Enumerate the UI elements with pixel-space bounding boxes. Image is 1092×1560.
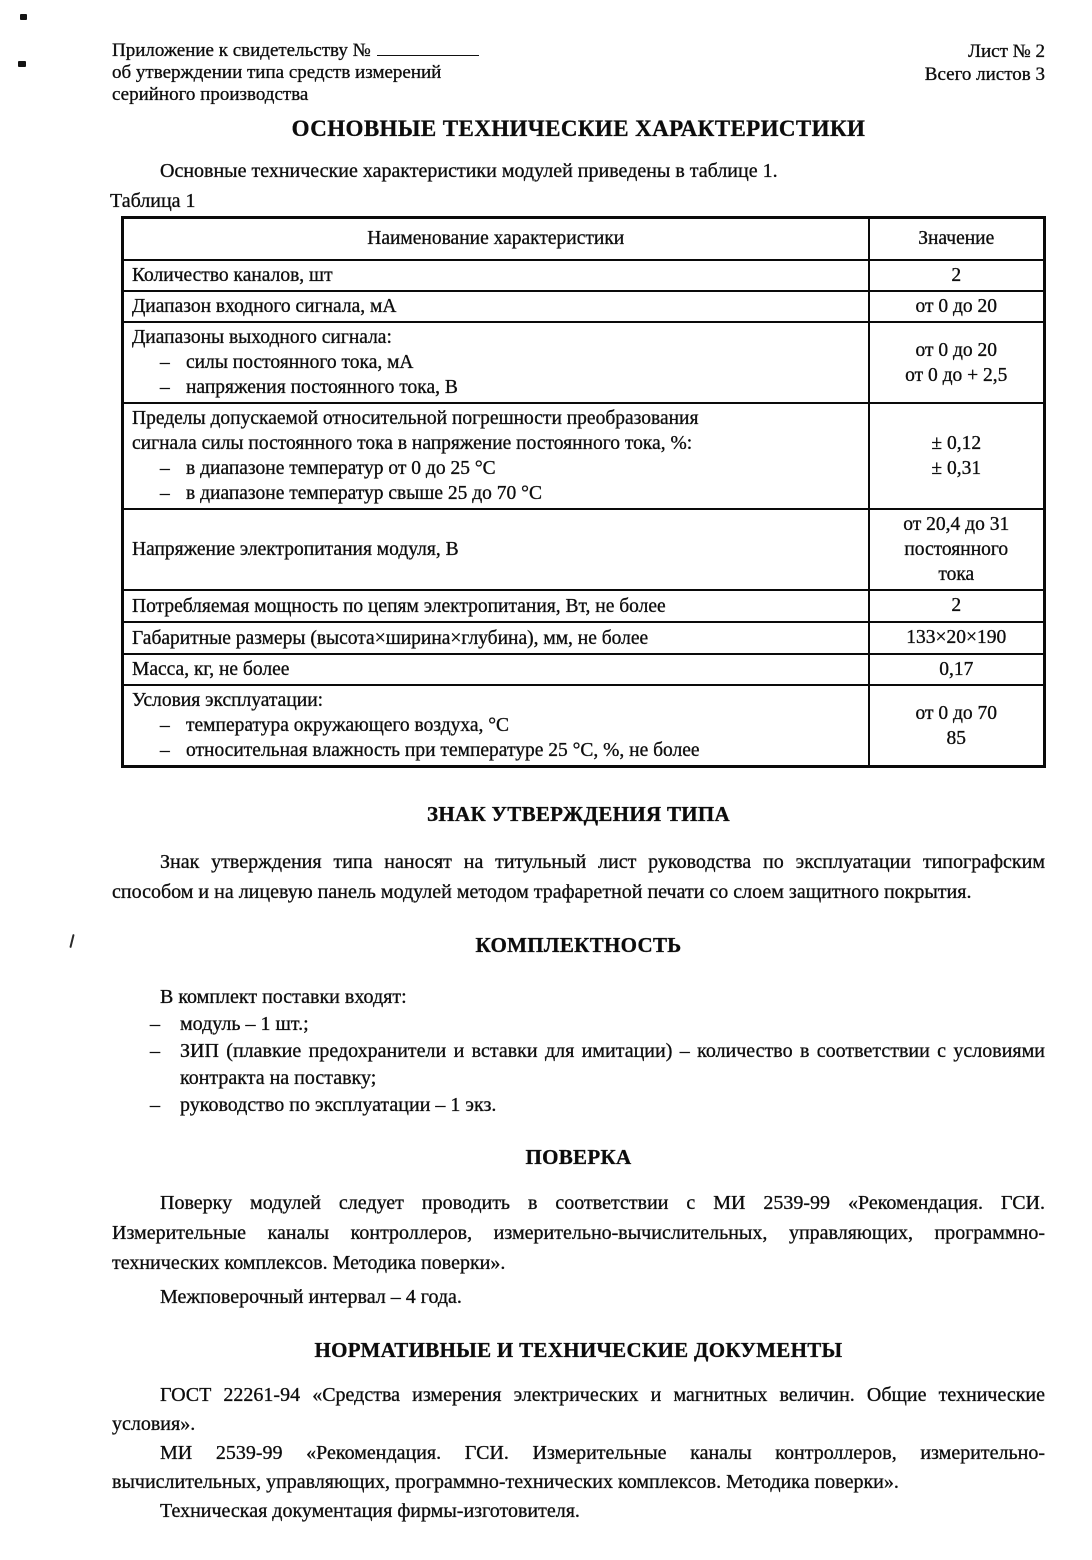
type-mark-paragraph: Знак утверждения типа наносят на титульный лист руководства по эксплуатации типографским способом и на лицевую панель модулей методом трафаретной печати со слоем защитного покрытия.	[112, 851, 1045, 903]
table-row	[123, 509, 1045, 590]
row-value: от 0 до 20 от 0 до + 2,5	[869, 322, 1045, 403]
list-item-dash: –	[150, 1013, 160, 1035]
list-item	[112, 1038, 1045, 1092]
document-manufacturer: Техническая документация фирмы-изготовителя.	[160, 1500, 580, 1522]
row-value: от 0 до 20	[869, 291, 1045, 322]
list-item-text: модуль – 1 шт.;	[180, 1013, 309, 1035]
documents-block	[112, 1381, 1045, 1526]
section-heading-verification: ПОВЕРКА	[525, 1145, 632, 1169]
header-left-line-3: серийного производства	[112, 84, 309, 105]
table-row	[123, 685, 1045, 767]
row-name: Потребляемая мощность по цепям электропитания, Вт, не более	[123, 590, 869, 622]
table-row	[123, 654, 1045, 685]
header-left-line-1	[112, 40, 479, 62]
column-header-name: Наименование характеристики	[123, 218, 869, 261]
header-left-block	[112, 40, 479, 106]
list-dash: –	[160, 715, 170, 736]
list-item-text: руководство по эксплуатации – 1 экз.	[180, 1094, 497, 1116]
total-sheets: Всего листов 3	[924, 64, 1045, 85]
list-item-text: ЗИП (плавкие предохранители и вставки для имитации) – количество в соответствии с условиями контракта на поставку;	[180, 1040, 1045, 1089]
blank-line	[377, 41, 479, 56]
table-row	[123, 291, 1045, 322]
table-caption: Таблица 1	[110, 190, 196, 212]
table-row	[123, 403, 1045, 509]
verification-paragraph: Поверку модулей следует проводить в соответствии с МИ 2539-99 «Рекомендация. ГСИ. Измерительные каналы контроллеров, измерительно-вычислительных, управляющих, программно-технических комплексов. Методика поверки».	[112, 1192, 1045, 1274]
page-header	[112, 40, 1045, 106]
list-item	[112, 1092, 1045, 1119]
section-heading-type-mark: ЗНАК УТВЕРЖДЕНИЯ ТИПА	[426, 802, 731, 826]
list-dash: –	[160, 458, 170, 479]
table-row	[123, 622, 1045, 654]
table-row	[123, 260, 1045, 291]
scan-speck	[18, 61, 26, 67]
table-row	[123, 590, 1045, 622]
row-value: ± 0,12 ± 0,31	[869, 403, 1045, 509]
supply-list-intro: В комплект поставки входят:	[160, 986, 407, 1008]
page-title: ОСНОВНЫЕ ТЕХНИЧЕСКИЕ ХАРАКТЕРИСТИКИ	[291, 116, 866, 141]
row-value: 133×20×190	[869, 622, 1045, 654]
intro-paragraph: Основные технические характеристики модулей приведены в таблице 1.	[160, 160, 778, 182]
row-name: Габаритные размеры (высота×ширина×глубина), мм, не более	[123, 622, 869, 654]
sheet-number: Лист № 2	[968, 41, 1045, 62]
document-mi: МИ 2539-99 «Рекомендация. ГСИ. Измерительные каналы контроллеров, измерительно-вычислительных, управляющих, программно-технических комплексов. Методика поверки».	[112, 1442, 1045, 1493]
list-dash: –	[160, 483, 170, 504]
row-value: 0,17	[869, 654, 1045, 685]
list-item	[112, 1011, 1045, 1038]
spec-table	[121, 216, 1046, 768]
document-gost: ГОСТ 22261-94 «Средства измерения электрических и магнитных величин. Общие технические условия».	[112, 1384, 1045, 1435]
column-header-value: Значение	[869, 218, 1045, 261]
row-value: 2	[869, 590, 1045, 622]
scan-speck	[20, 14, 27, 20]
row-name: Диапазон входного сигнала, мА	[123, 291, 869, 322]
row-name: Количество каналов, шт	[123, 260, 869, 291]
supply-list	[112, 1011, 1045, 1119]
header-right-block	[925, 40, 1045, 86]
header-left-line-2: об утверждении типа средств измерений	[112, 62, 442, 83]
list-dash: –	[160, 377, 170, 398]
row-value: от 0 до 70 85	[869, 685, 1045, 767]
table-header-row	[123, 218, 1045, 261]
section-heading-completeness: КОМПЛЕКТНОСТЬ	[475, 933, 682, 957]
list-item-dash: –	[150, 1040, 160, 1062]
section-heading-documents: НОРМАТИВНЫЕ И ТЕХНИЧЕСКИЕ ДОКУМЕНТЫ	[314, 1338, 843, 1362]
row-name: Масса, кг, не более	[123, 654, 869, 685]
row-value: от 20,4 до 31 постоянного тока	[869, 509, 1045, 590]
list-dash: –	[160, 352, 170, 373]
list-item-dash: –	[150, 1094, 160, 1116]
verification-interval: Межповерочный интервал – 4 года.	[160, 1286, 462, 1308]
row-name: Диапазоны выходного сигнала: – силы постоянного тока, мА – напряжения постоянного тока, В	[123, 322, 869, 403]
row-value: 2	[869, 260, 1045, 291]
row-name: Пределы допускаемой относительной погрешности преобразования сигнала силы постоянного тока в напряжение постоянного тока, %: – в диапазоне температур от 0 до 25 °С – в диапазоне температур свыше 25 до 70 °С	[123, 403, 869, 509]
list-dash: –	[160, 740, 170, 761]
table-row	[123, 322, 1045, 403]
row-name: Напряжение электропитания модуля, В	[123, 509, 869, 590]
appendix-label: Приложение к свидетельству №	[112, 40, 371, 61]
row-name: Условия эксплуатации: – температура окружающего воздуха, °С – относительная влажность при температуре 25 °С, %, не более	[123, 685, 869, 767]
